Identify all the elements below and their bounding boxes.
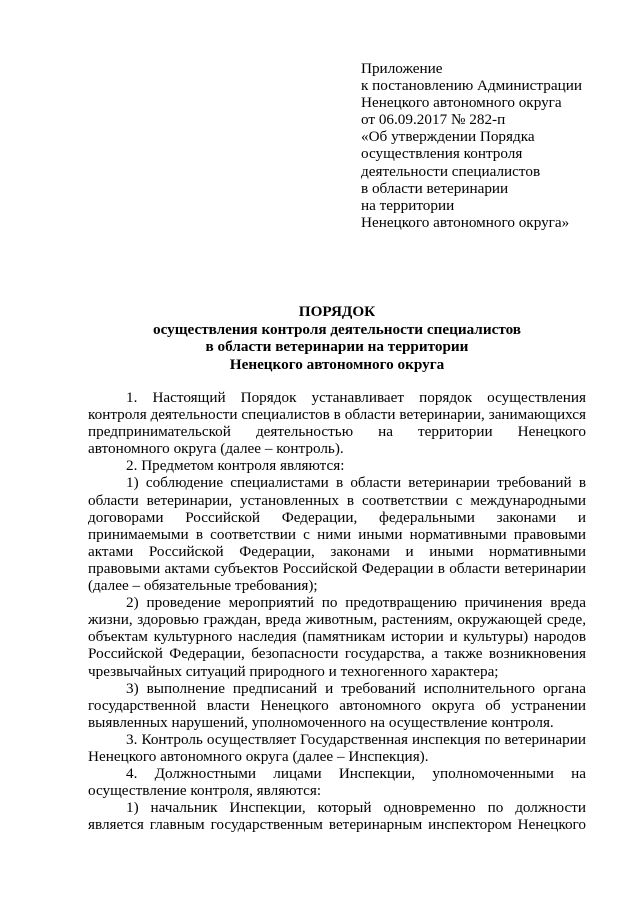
paragraph: 1) соблюдение специалистами в области ветеринарии требований в области ветеринарии, установленных в соответствии с международными договорами Российской Федерации, федеральными законами и принимаемыми в соответствии с ними иными нормативными правовыми актами Российской Федерации, законами и иными нормативными правовыми актами субъектов Российской Федерации в области ветеринарии (далее – обязательные требования); [88,474,586,595]
paragraph: 4. Должностными лицами Инспекции, уполномоченными на осуществление контроля, являются: [88,765,586,800]
paragraph: 1. Настоящий Порядок устанавливает порядок осуществления контроля деятельности специалистов в области ветеринарии, занимающихся предпринимательской деятельностью на территории Ненецкого автономного округа (далее – контроль). [88,389,586,458]
appendix-line: осуществления контроля [361,145,523,163]
appendix-line: на территории [361,196,455,214]
appendix-line: деятельности специалистов [361,162,541,180]
heading-line: в области ветеринарии на территории [205,338,469,356]
appendix-line: в области ветеринарии [361,179,509,197]
document-heading [88,303,586,373]
document-body [88,389,586,833]
heading-line: осуществления контроля деятельности специалистов [152,320,521,338]
document-title: ПОРЯДОК [298,303,376,320]
appendix-line: Ненецкого автономного округа» [361,213,570,231]
appendix-line: к постановлению Администрации [361,77,582,95]
paragraph: 2) проведение мероприятий по предотвращению причинения вреда жизни, здоровью граждан, вреда животным, растениям, окружающей среде, объектам культурного наследия (памятникам истории и культуры) народов Российской Федерации, безопасности государства, а также возникновения чрезвычайных ситуаций природного и техногенного характера; [88,594,586,680]
appendix-line: «Об утверждении Порядка [361,128,535,146]
appendix-line: от 06.09.2017 № 282-п [361,111,506,129]
paragraph: 3. Контроль осуществляет Государственная инспекция по ветеринарии Ненецкого автономного округа (далее – Инспекция). [88,730,586,765]
paragraph: 2. Предметом контроля являются: [126,457,345,475]
appendix-block [361,60,621,231]
appendix-line: Приложение [361,60,443,77]
paragraph: 1) начальник Инспекции, который одновременно по должности является главным государственным ветеринарным инспектором Ненецкого [88,799,586,834]
paragraph: 3) выполнение предписаний и требований исполнительного органа государственной власти Ненецкого автономного округа об устранении выявленных нарушений, уполномоченного на осуществление контроля. [88,679,586,731]
heading-line: Ненецкого автономного округа [229,355,445,373]
appendix-line: Ненецкого автономного округа [361,94,562,112]
